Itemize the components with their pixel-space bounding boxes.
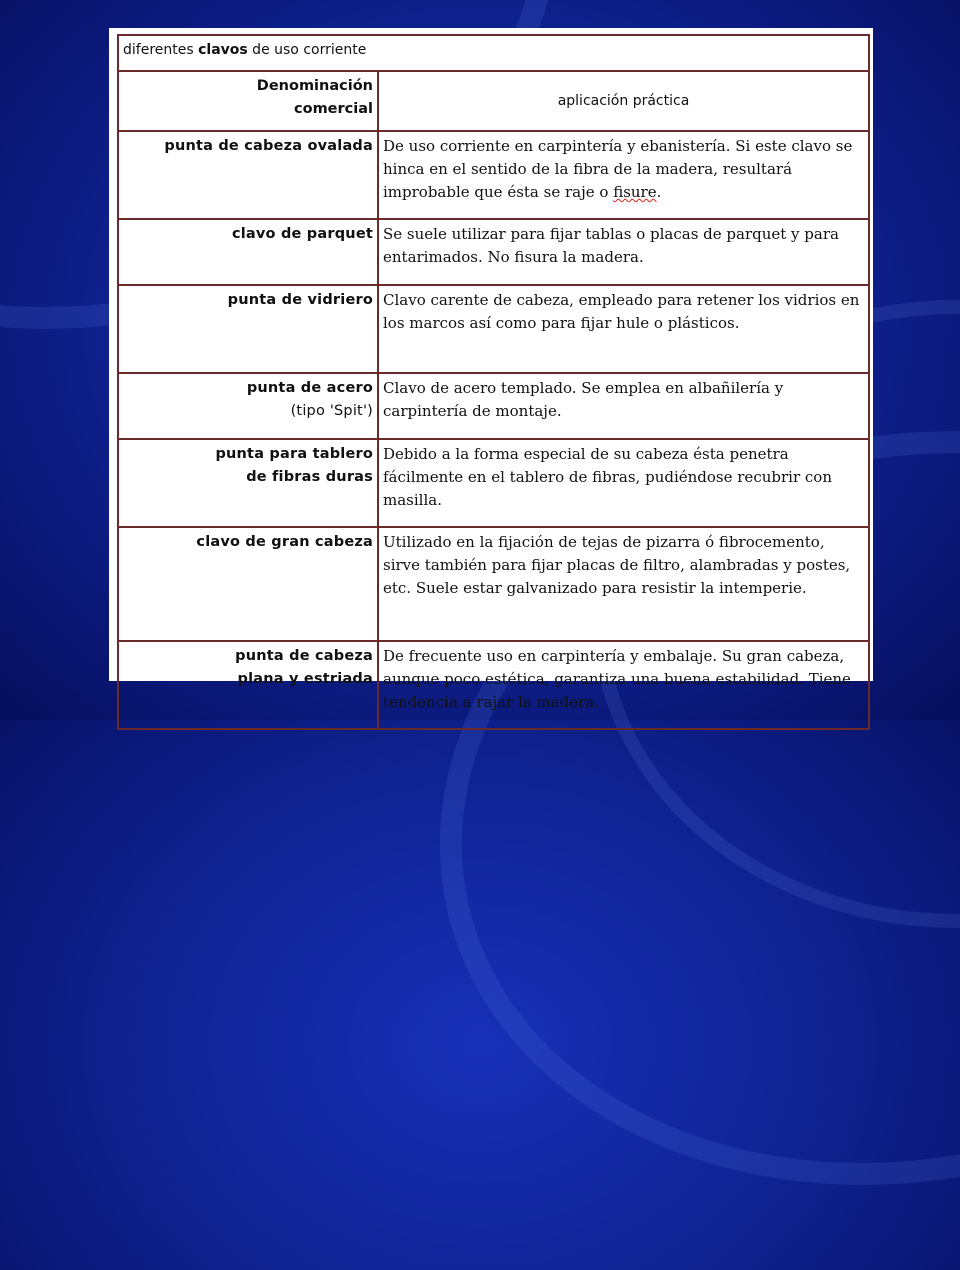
nail-application: Utilizado en la fijación de tejas de pizarra ó fibrocemento, sirve también para fijar placas de filtro, alambradas y postes, etc. Suele estar galvanizado para resistir la intemperie. — [378, 527, 869, 641]
nail-application: De frecuente uso en carpintería y embalaje. Su gran cabeza, aunque poco estética, garantiza una buena estabilidad. Tiene tendencia a rajar la madera. — [378, 641, 869, 729]
nail-name: clavo de parquet — [118, 219, 378, 285]
header-application: aplicación práctica — [378, 71, 869, 131]
table-row — [118, 373, 869, 439]
table-row — [118, 131, 869, 219]
nail-application: Clavo de acero templado. Se emplea en albañilería y carpintería de montaje. — [378, 373, 869, 439]
nail-application: Debido a la forma especial de su cabeza ésta penetra fácilmente en el tablero de fibras, pudiéndose recubrir con masilla. — [378, 439, 869, 527]
nail-name: punta de vidriero — [118, 285, 378, 373]
header-row — [118, 71, 869, 131]
table-row — [118, 641, 869, 729]
header-name: Denominación comercial — [118, 71, 378, 131]
nail-application: De uso corriente en carpintería y ebanistería. Si este clavo se hinca en el sentido de la fibra de la madera, resultará improbable que ésta se raje o fisure. — [378, 131, 869, 219]
table-panel — [109, 28, 873, 711]
nail-name: punta de cabeza ovalada — [118, 131, 378, 219]
caption-row — [118, 35, 869, 71]
nail-name: clavo de gran cabeza — [118, 527, 378, 641]
table-row — [118, 527, 869, 641]
spellcheck-word: fisure — [613, 183, 657, 201]
table-caption: diferentes clavos de uso corriente — [118, 35, 869, 71]
nail-application: Se suele utilizar para fijar tablas o placas de parquet y para entarimados. No fisura la madera. — [378, 219, 869, 285]
nail-name: punta de cabeza plana y estriada — [118, 641, 378, 729]
nail-application: Clavo carente de cabeza, empleado para retener los vidrios en los marcos así como para fijar hule o plásticos. — [378, 285, 869, 373]
nail-name: punta de acero (tipo 'Spit') — [118, 373, 378, 439]
nail-name: punta para tablero de fibras duras — [118, 439, 378, 527]
table-row — [118, 439, 869, 527]
table-row — [118, 219, 869, 285]
table-row — [118, 285, 869, 373]
nails-table — [117, 34, 870, 730]
